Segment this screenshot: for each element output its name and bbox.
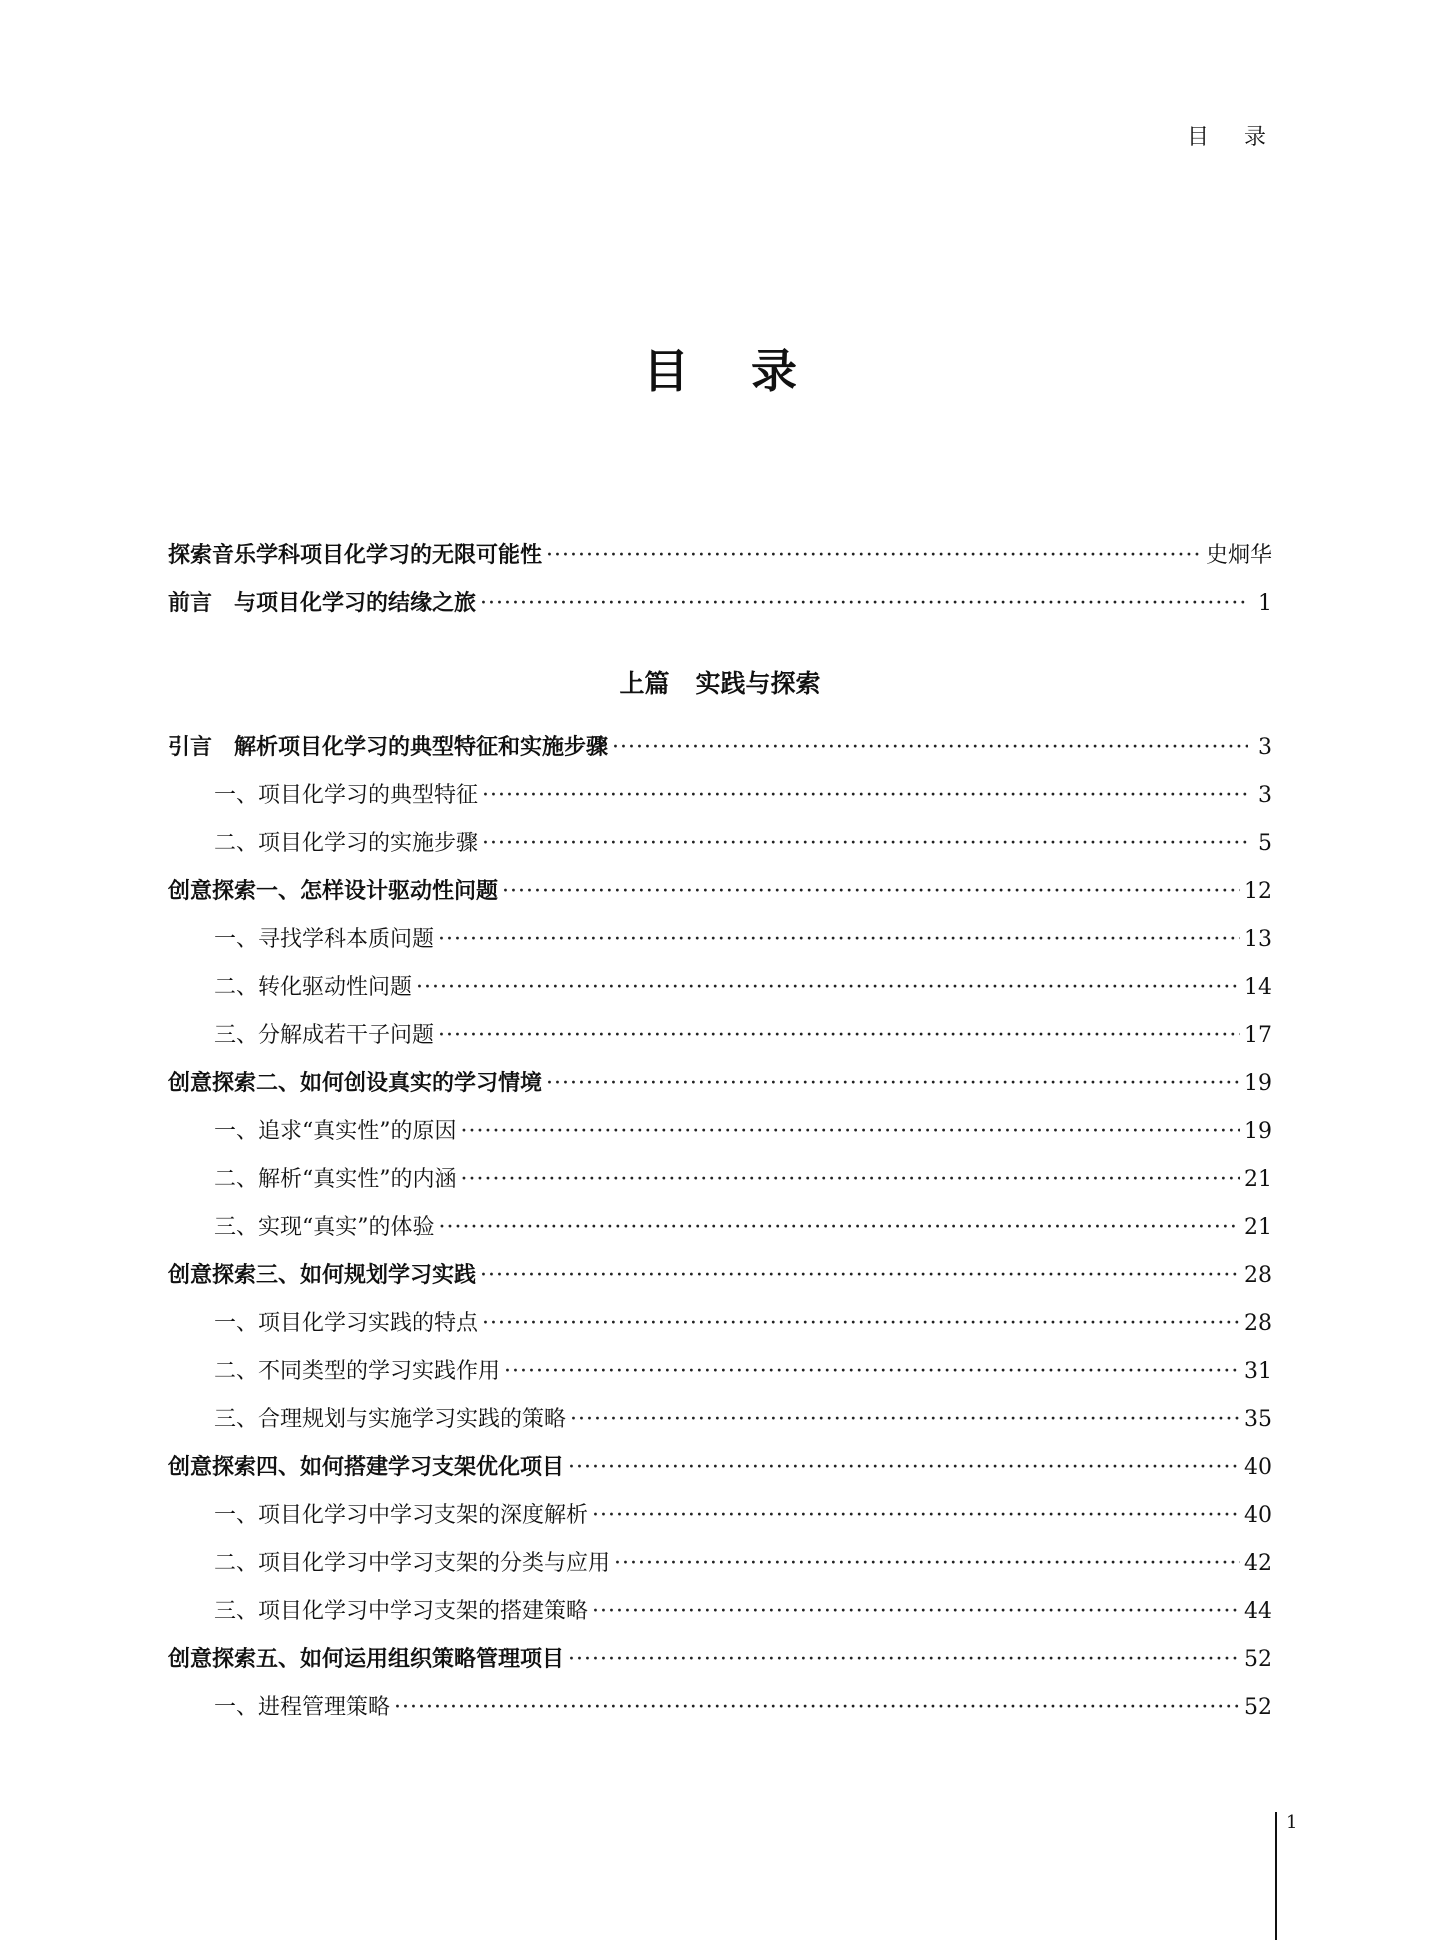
- page-title-part1: 目: [643, 344, 689, 398]
- toc-entry: [168, 1690, 1272, 1738]
- toc-entry-label: 三、合理规划与实施学习实践的策略: [214, 1407, 567, 1432]
- toc-entry-label: 二、项目化学习中学习支架的分类与应用: [214, 1551, 611, 1576]
- toc-entry: [168, 1114, 1272, 1162]
- toc-entry-label: 二、转化驱动性问题: [214, 975, 413, 1000]
- dot-leader: [504, 1359, 1240, 1384]
- toc-entry-page: 40: [1244, 1503, 1272, 1528]
- toc-entry-page: 3: [1258, 735, 1272, 760]
- toc-entry-label: 引言 解析项目化学习的典型特征和实施步骤: [168, 734, 609, 760]
- toc-entry: [168, 1306, 1272, 1354]
- toc-entry: [168, 538, 1272, 586]
- toc-entry-label: 一、项目化学习实践的特点: [214, 1311, 479, 1336]
- toc-entry-page: 28: [1244, 1263, 1272, 1288]
- toc-entry-label: 创意探索三、如何规划学习实践: [168, 1262, 477, 1288]
- dot-leader: [546, 543, 1202, 568]
- toc-entry-page: 12: [1244, 879, 1272, 904]
- toc-entry: [168, 778, 1272, 826]
- part-name: 上篇: [619, 669, 670, 698]
- dot-leader: [438, 927, 1240, 952]
- dot-leader: [482, 831, 1248, 856]
- dot-leader: [502, 879, 1240, 904]
- dot-leader: [438, 1023, 1240, 1048]
- toc-entry-page: 42: [1244, 1551, 1272, 1576]
- toc-entry-page: 19: [1244, 1119, 1272, 1144]
- toc-entry-label: 一、项目化学习的典型特征: [214, 783, 479, 808]
- page-title-part2: 录: [751, 344, 797, 398]
- dot-leader: [482, 783, 1248, 808]
- toc-entry: [168, 970, 1272, 1018]
- dot-leader: [592, 1503, 1240, 1528]
- toc-entry: [168, 1402, 1272, 1450]
- dot-leader: [439, 1215, 1241, 1240]
- page-number: 1: [1286, 1812, 1298, 1833]
- page-title: [0, 335, 1440, 401]
- dot-leader: [480, 591, 1248, 616]
- toc-entry: [168, 1594, 1272, 1642]
- toc-entry-label: 创意探索一、怎样设计驱动性问题: [168, 878, 499, 904]
- toc-entry-label: 一、项目化学习中学习支架的深度解析: [214, 1503, 589, 1528]
- toc-entry: [168, 1210, 1272, 1258]
- folio-rule: [1275, 1812, 1277, 1940]
- dot-leader: [614, 1551, 1240, 1576]
- toc-entry: [168, 1162, 1272, 1210]
- toc-entry-page: 52: [1244, 1647, 1272, 1672]
- toc-entry-label: 三、项目化学习中学习支架的搭建策略: [214, 1599, 589, 1624]
- toc-entry-label: 创意探索四、如何搭建学习支架优化项目: [168, 1454, 565, 1480]
- toc-entry: [168, 1258, 1272, 1306]
- toc-entry-label: 二、项目化学习的实施步骤: [214, 831, 479, 856]
- toc-entry-label: 创意探索二、如何创设真实的学习情境: [168, 1070, 543, 1096]
- toc-entries: [168, 730, 1272, 1738]
- toc-entry-label: 二、解析“真实性”的内涵: [214, 1167, 457, 1192]
- toc-entry-label: 一、寻找学科本质问题: [214, 927, 435, 952]
- dot-leader: [568, 1455, 1240, 1480]
- toc-entry: [168, 1450, 1272, 1498]
- toc-entry-page: 17: [1244, 1023, 1272, 1048]
- toc-entry-label: 探索音乐学科项目化学习的无限可能性: [168, 542, 543, 568]
- dot-leader: [416, 975, 1240, 1000]
- toc-entry-label: 一、追求“真实性”的原因: [214, 1119, 457, 1144]
- toc-entry: [168, 826, 1272, 874]
- toc-entry-page: 21: [1244, 1215, 1272, 1240]
- toc-entry-page: 13: [1244, 927, 1272, 952]
- toc-entry: [168, 1498, 1272, 1546]
- toc-entry-page: 19: [1244, 1071, 1272, 1096]
- toc-entry: [168, 874, 1272, 922]
- table-of-contents: [168, 538, 1272, 1738]
- dot-leader: [482, 1311, 1240, 1336]
- toc-entry: [168, 1066, 1272, 1114]
- toc-entry-label: 前言 与项目化学习的结缘之旅: [168, 590, 477, 616]
- toc-entry: [168, 922, 1272, 970]
- toc-entry: [168, 1642, 1272, 1690]
- dot-leader: [461, 1167, 1241, 1192]
- toc-entry-label: 二、不同类型的学习实践作用: [214, 1359, 501, 1384]
- dot-leader: [394, 1695, 1240, 1720]
- toc-entry-page: 14: [1244, 975, 1272, 1000]
- toc-entry-page: 5: [1258, 831, 1272, 856]
- toc-entry-page: 35: [1244, 1407, 1272, 1432]
- toc-entry-page: 52: [1244, 1695, 1272, 1720]
- running-head: 目 录: [1187, 125, 1280, 150]
- toc-entry-label: 创意探索五、如何运用组织策略管理项目: [168, 1646, 565, 1672]
- toc-entry: [168, 1018, 1272, 1066]
- toc-entry-page: 31: [1244, 1359, 1272, 1384]
- dot-leader: [480, 1263, 1240, 1288]
- toc-entry-label: 一、进程管理策略: [214, 1695, 391, 1720]
- dot-leader: [546, 1071, 1240, 1096]
- part-heading: [168, 634, 1272, 730]
- dot-leader: [461, 1119, 1241, 1144]
- dot-leader: [592, 1599, 1240, 1624]
- part-subtitle: 实践与探索: [695, 669, 821, 698]
- toc-entry: [168, 730, 1272, 778]
- toc-entry: [168, 1546, 1272, 1594]
- dot-leader: [568, 1647, 1240, 1672]
- toc-entry-page: 40: [1244, 1455, 1272, 1480]
- toc-entry-page: 21: [1244, 1167, 1272, 1192]
- toc-entry-page: 史炯华: [1205, 543, 1272, 568]
- front-matter: [168, 538, 1272, 634]
- toc-entry-page: 3: [1258, 783, 1272, 808]
- toc-entry-page: 44: [1244, 1599, 1272, 1624]
- toc-entry: [168, 586, 1272, 634]
- dot-leader: [570, 1407, 1240, 1432]
- toc-entry-page: 28: [1244, 1311, 1272, 1336]
- toc-entry: [168, 1354, 1272, 1402]
- toc-entry-page: 1: [1258, 591, 1272, 616]
- dot-leader: [612, 735, 1248, 760]
- toc-entry-label: 三、实现“真实”的体验: [214, 1215, 435, 1240]
- toc-entry-label: 三、分解成若干子问题: [214, 1023, 435, 1048]
